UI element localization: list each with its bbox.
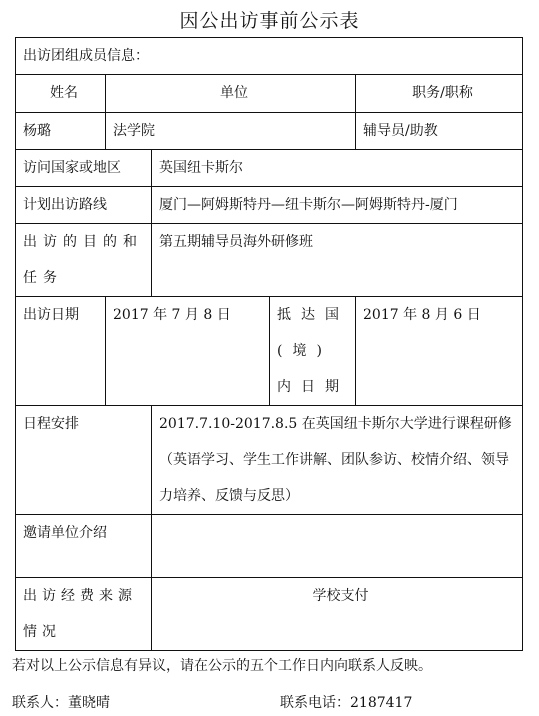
purpose-value: 第五期辅导员海外研修班 bbox=[152, 224, 523, 297]
members-header-row bbox=[16, 38, 523, 75]
member-name: 杨璐 bbox=[16, 113, 106, 150]
route-value: 厦门—阿姆斯特丹—纽卡斯尔—阿姆斯特丹-厦门 bbox=[152, 187, 523, 224]
arrive-date-value: 2017 年 8 月 6 日 bbox=[356, 297, 523, 406]
schedule-row bbox=[16, 406, 523, 515]
column-name-header: 姓名 bbox=[16, 75, 106, 113]
schedule-label: 日程安排 bbox=[16, 406, 152, 515]
member-row bbox=[16, 113, 523, 150]
invitation-label: 邀请单位介绍 bbox=[16, 515, 152, 578]
page-title: 因公出访事前公示表 bbox=[179, 10, 360, 32]
country-row bbox=[16, 150, 523, 187]
country-value: 英国纽卡斯尔 bbox=[152, 150, 523, 187]
disclosure-form-table bbox=[15, 37, 523, 651]
country-label: 访问国家或地区 bbox=[16, 150, 152, 187]
contact-phone: 联系电话：2187417 bbox=[280, 695, 413, 711]
column-header-row bbox=[16, 75, 523, 113]
route-label: 计划出访路线 bbox=[16, 187, 152, 224]
arrive-date-label: 抵达国(境)内日期 bbox=[270, 297, 356, 406]
members-header: 出访团组成员信息： bbox=[16, 38, 523, 75]
member-unit: 法学院 bbox=[106, 113, 356, 150]
contact-person: 联系人：董晓晴 bbox=[12, 695, 110, 711]
column-unit-header: 单位 bbox=[106, 75, 356, 113]
route-row bbox=[16, 187, 523, 224]
funding-value: 学校支付 bbox=[152, 578, 523, 651]
purpose-label: 出访的目的和任务 bbox=[16, 224, 152, 297]
depart-date-value: 2017 年 7 月 8 日 bbox=[106, 297, 270, 406]
funding-label: 出访经费来源情况 bbox=[16, 578, 152, 651]
column-position-header: 职务/职称 bbox=[356, 75, 523, 113]
invitation-row bbox=[16, 515, 523, 578]
member-position: 辅导员/助教 bbox=[356, 113, 523, 150]
purpose-row bbox=[16, 224, 523, 297]
schedule-value: 2017.7.10-2017.8.5 在英国纽卡斯尔大学进行课程研修（英语学习、学生工作讲解、团队参访、校情介绍、领导力培养、反馈与反思） bbox=[152, 406, 523, 515]
invitation-value bbox=[152, 515, 523, 578]
funding-row bbox=[16, 578, 523, 651]
depart-date-label: 出访日期 bbox=[16, 297, 106, 406]
objection-note: 若对以上公示信息有异议，请在公示的五个工作日内向联系人反映。 bbox=[12, 658, 432, 674]
dates-row bbox=[16, 297, 523, 406]
